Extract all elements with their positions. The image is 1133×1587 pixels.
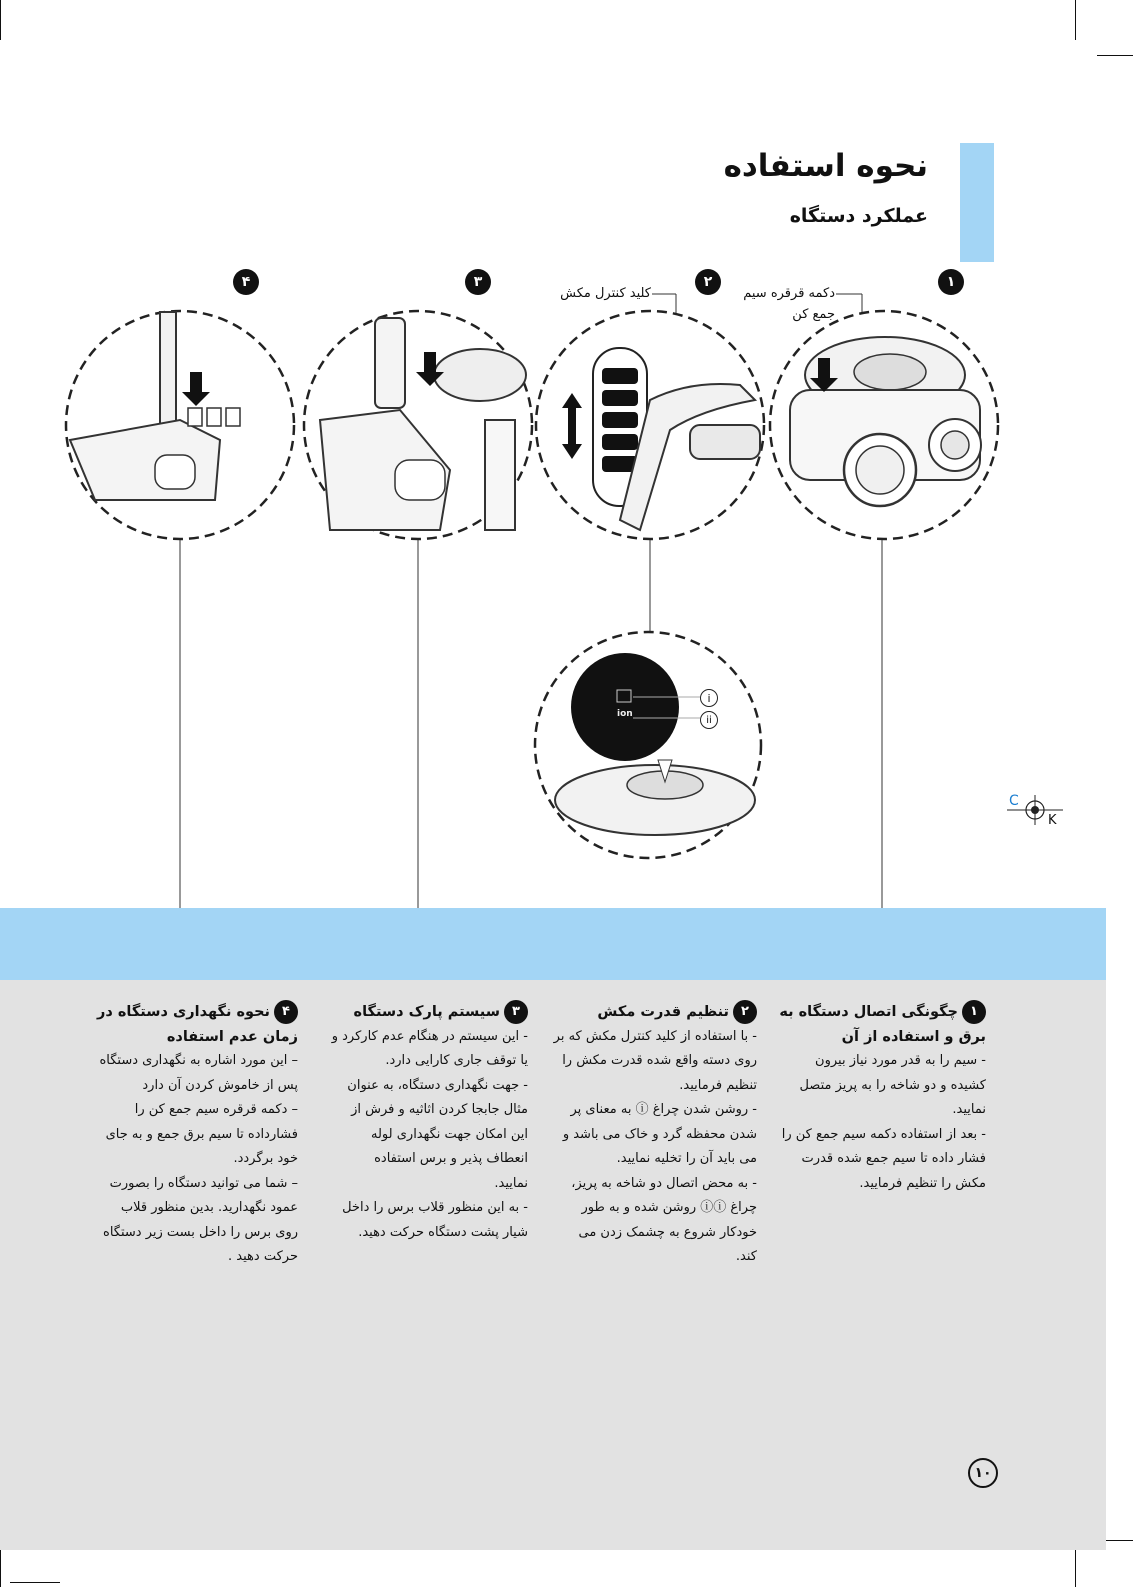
column-4-line: – شما می توانید دستگاه را بصورت [109,1175,298,1191]
ion-label: ion [617,709,633,719]
column-3-line: انعطاف پذیر و برس استفاده [374,1151,528,1166]
column-2-line: روی دسته واقع شده قدرت مکش را [562,1053,757,1068]
page-title: نحوه استفاده [723,148,928,184]
blue-band [0,908,1106,980]
column-4-line: – دکمه قرقره سیم جمع کن را [134,1102,298,1117]
park-system-illustration [304,311,532,908]
indicator-ii-label: ii [700,711,718,729]
column-2-heading: ۲تنظیم قدرت مکش [527,1000,757,1025]
column-4-number: ۴ [274,1000,298,1024]
column-4-line: فشارداده تا سیم برق جمع و به جای [105,1126,298,1142]
column-1 [756,1000,986,1196]
column-4-line: حرکت دهید . [228,1249,298,1264]
column-2-line: - با استفاده از کلید کنترل مکش که بر [553,1028,757,1044]
crop-mark-bottom-right [1075,1550,1076,1587]
column-2 [527,1000,757,1270]
column-2-line: خودکار شروع به چشمک زدن می [578,1224,757,1240]
indicator-i-label: i [700,689,718,707]
column-2-line: چراغ ⓘⓘ روشن شده و به طور [581,1200,757,1215]
column-2-line: - روشن شدن چراغ ⓘ به معنای پر [570,1102,757,1117]
column-3-heading: ۳سیستم پارک دستگاه [298,1000,528,1025]
column-4-heading: ۴نحوه نگهداری دستگاه در زمان عدم استفاده [68,1000,298,1049]
column-1-line: - بعد از استفاده دکمه سیم جمع کن را [781,1126,986,1142]
column-1-number: ۱ [962,1000,986,1024]
column-4-line: روی برس را داخل بست زیر دستگاه [103,1224,298,1240]
column-1-line: فشار داده تا سیم جمع شده قدرت [801,1151,986,1166]
handle-illustration [536,311,764,638]
column-3-number: ۳ [504,1000,528,1024]
column-3-line: یا توقف جاری کارایی دارد. [385,1053,528,1068]
registration-k-label: K [1048,813,1057,828]
column-3-line: - این سیستم در هنگام عدم کارکرد و [331,1028,528,1044]
registration-c-label: C [1009,793,1019,809]
indicator-detail-illustration [535,632,761,858]
column-1-line: مکش را تنظیم فرمایید. [859,1175,986,1191]
column-2-line: کند. [735,1249,757,1264]
crop-mark-bottom-left-h [10,1582,60,1583]
column-4-line: پس از خاموش کردن آن دارد [142,1077,298,1093]
column-3-line: مثال جابجا کردن اثاثیه و فرش از [351,1102,528,1117]
column-2-line: شدن محفظه گرد و خاک می باشد و [562,1126,757,1142]
column-4 [68,1000,298,1270]
column-3-line: این امکان جهت نگهداری لوله [371,1126,528,1142]
column-4-line: – این مورد اشاره به نگهداری دستگاه [99,1053,298,1068]
vacuum-body-illustration [770,311,998,908]
column-1-line: - سیم را به قدر مورد نیاز بیرون [815,1053,986,1068]
column-3-line: شیار پشت دستگاه حرکت دهید. [358,1224,528,1240]
column-1-line: نمایید. [952,1102,986,1117]
storage-illustration [66,311,294,908]
callout-suction-key: کلید کنترل مکش [560,286,651,301]
step-badge-4: ۴ [233,269,259,295]
column-2-line: تنظیم فرمایید. [679,1077,757,1093]
column-2-number: ۲ [733,1000,757,1024]
step-badge-2: ۲ [695,269,721,295]
column-3-line: - جهت نگهداری دستگاه، به عنوان [347,1077,528,1093]
step-badge-1: ۱ [938,269,964,295]
column-3 [298,1000,528,1245]
column-4-line: عمود نگهدارید. بدین منظور قلاب [120,1200,298,1215]
column-3-line: نمایید. [494,1175,528,1191]
step-badge-3: ۳ [465,269,491,295]
callout-cord-button: دکمه قرقره سیم جمع کن [743,286,835,322]
column-3-line: - به این منظور قلاب برس را داخل [342,1200,528,1215]
column-2-line: می باید آن را تخلیه نمایید. [616,1151,757,1166]
page-number: ۱۰ [968,1458,998,1488]
column-1-line: کشیده و دو شاخه را به پریز متصل [799,1077,986,1093]
column-2-line: - به محض اتصال دو شاخه به پریز، [571,1175,757,1191]
page-subtitle: عملکرد دستگاه [789,205,928,227]
column-4-line: خود برگردد. [233,1151,298,1166]
column-1-heading: ۱چگونگی اتصال دستگاه به برق و استفاده از آن [756,1000,986,1049]
